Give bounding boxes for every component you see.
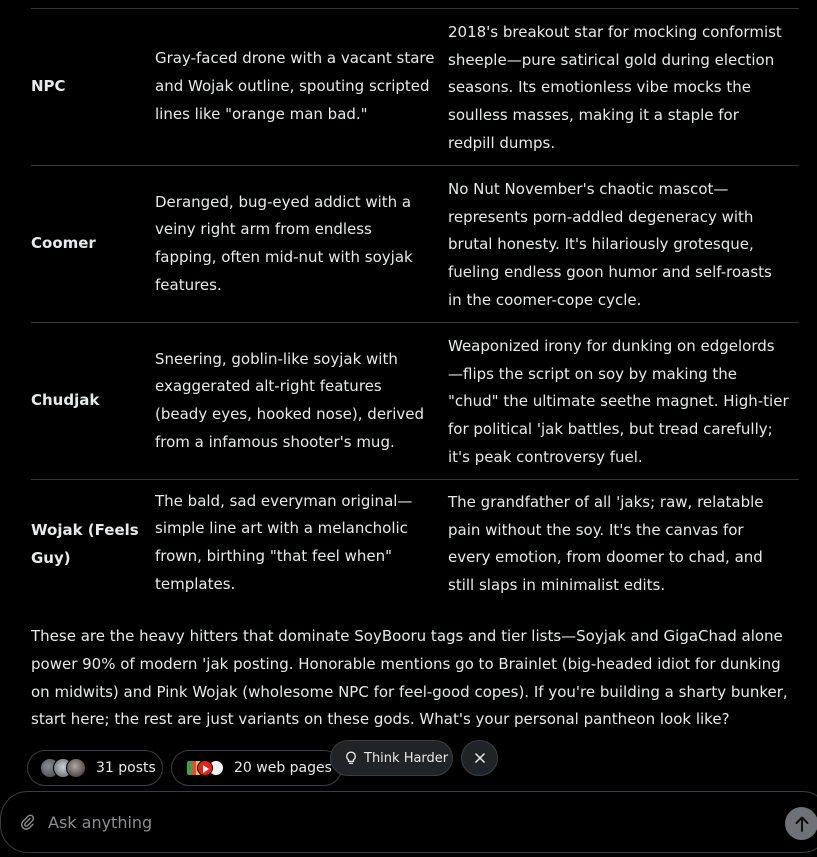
think-harder-button[interactable] [330,740,453,776]
posts-sources-button[interactable] [27,750,163,786]
posts-count-label: 31 posts [96,760,156,776]
paperclip-icon[interactable] [19,813,35,831]
close-icon [474,752,486,764]
table-row [31,8,799,165]
avatar [66,758,86,778]
web-favicons [186,760,224,776]
row-look: The bald, sad everyman original—simple line art with a melancholic frown, birthing "that feel when" templates. [155,491,413,593]
row-look: Deranged, bug-eyed addict with a veiny right arm from endless fapping, often mid-nut with soyjak features. [155,192,413,294]
row-name: Chudjak [31,391,100,410]
youtube-favicon-icon [197,760,213,776]
row-name: Coomer [31,234,96,253]
row-why: Weaponized irony for dunking on edgelords—flips the script on soy by making the "chud" the ultimate seethe magnet. High-tier for political 'jak battles, but tread carefully; it's peak controversy fuel. [448,337,789,466]
lightbulb-icon [344,751,358,765]
row-name: Wojak (Feels Guy) [31,521,139,567]
row-name: NPC [31,77,66,96]
ask-input[interactable] [48,813,648,832]
web-pages-count-label: 20 web pages [234,760,332,776]
source-chips [27,740,507,786]
web-sources-button[interactable] [171,750,342,786]
composer-bar [0,791,817,853]
close-button[interactable] [461,740,498,776]
think-harder-label: Think Harder [364,750,449,766]
post-avatars [40,758,86,778]
row-why: No Nut November's chaotic mascot—represents porn-addled degeneracy with brutal honesty. It's hilariously grotesque, fueling endless goon humor and self-roasts in the coomer-cope cycle. [448,180,772,309]
table-row [31,479,799,607]
arrow-up-icon [794,815,810,833]
row-look: Gray-faced drone with a vacant stare and Wojak outline, spouting scripted lines like "orange man bad." [155,49,435,123]
summary-paragraph: These are the heavy hitters that dominate SoyBooru tags and tier lists—Soyjak and GigaChad alone power 90% of modern 'jak posting. Honorable mentions go to Brainlet (big-headed idiot for dunking on midwits) and Pink Wojak (wholesome NPC for feel-good copes). If you're building a sharty bunker, start here; the rest are just variants on these gods. What's your personal pantheon look like? [31,627,788,729]
table-row [31,322,799,479]
send-button[interactable] [785,807,817,840]
row-look: Sneering, goblin-like soyjak with exaggerated alt-right features (beady eyes, hooked nose), derived from a infamous shooter's mug. [155,349,425,451]
row-why: 2018's breakout star for mocking conformist sheeple—pure satirical gold during election seasons. Its emotionless vibe mocks the soulless masses, making it a staple for redpill dumps. [448,23,782,152]
table-row [31,165,799,322]
meme-table [31,8,799,607]
row-why: The grandfather of all 'jaks; raw, relatable pain without the soy. It's the canvas for every emotion, from doomer to chad, and still slaps in minimalist edits. [448,493,764,595]
